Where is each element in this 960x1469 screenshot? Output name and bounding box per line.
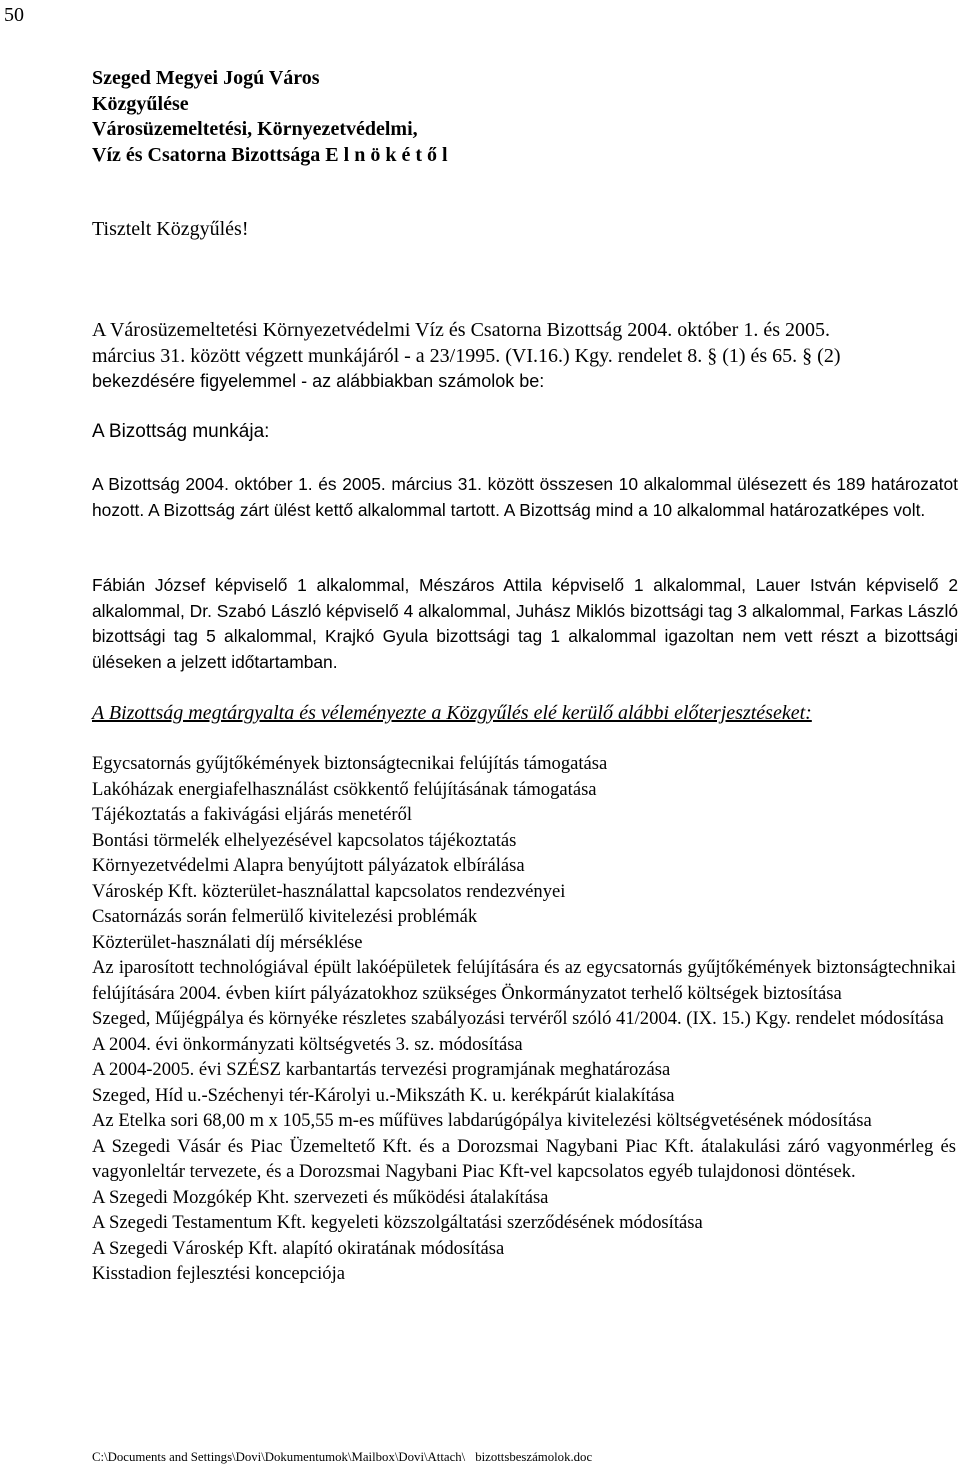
agenda-item: Bontási törmelék elhelyezésével kapcsolatos tájékoztatás [92,829,517,851]
agenda-item: Kisstadion fejlesztési koncepciója [92,1263,346,1284]
agenda-item: Az iparosított technológiával épült lakóépületek felújítására és az egycsatornás gyűjtőkémények biztonságtechnikai felújítására 2004. évben kiírt pályázatokhoz szükséges Önkormányzatot terhelő költségek biztosítása [92,957,956,1004]
agenda-item: Tájékoztatás a fakivágási eljárás menetéről [92,804,413,825]
agenda-item: A Szegedi Mozgókép Kht. szervezeti és működési átalakítása [92,1186,549,1208]
agenda-item: Egycsatornás gyűjtőkémények biztonságtecnikai felújítás támogatása [92,753,608,774]
intro-line-2: március 31. között végzett munkájáról - a 23/1995. (VI.16.) Kgy. rendelet 8. § (1) és 65. § (2) [92,344,841,367]
agenda-item: A Szegedi Testamentum Kft. kegyeleti közszolgáltatási szerződésének módosítása [92,1212,703,1233]
agenda-heading: A Bizottság megtárgyalta és véleményezte a Közgyűlés elé kerülő alábbi előterjesztéseket: [92,702,812,724]
agenda-item: Az Etelka sori 68,00 m x 105,55 m-es műfüves labdarúgópálya kivitelezési költségvetésének módosítása [92,1110,872,1131]
agenda-item: Csatornázás során felmerülő kivitelezési problémák [92,906,478,927]
absences-paragraph: Fábián József képviselő 1 alkalommal, Mészáros Attila képviselő 1 alkalommal, Lauer István képviselő 2 alkalommal, Dr. Szabó László képviselő 4 alkalommal, Juhász Miklós bizottsági tag 3 alkalommal, Farkas László bizottsági tag 5 alkalommal, Krajkó Gyula bizottsági tag 1 alkalommal igazoltan nem vett részt a bizottsági üléseken a jelzett időtartamban. [92,575,958,672]
agenda-item: Közterület-használati díj mérséklése [92,931,363,953]
footer-path: C:\Documents and Settings\Dovi\Dokumentumok\Mailbox\Dovi\Attach\ [92,1450,466,1464]
committee-work-paragraph: A Bizottság 2004. október 1. és 2005. március 31. között összesen 10 alkalommal ülésezett és 189 határozatot hozott. A Bizottság zárt ülést kettő alkalommal tartott. A Bizottság mind a 10 alkalommal határozatképes volt. [92,474,958,520]
document-header [92,66,448,168]
agenda-item: Környezetvédelmi Alapra benyújtott pályázatok elbírálása [92,855,525,876]
agenda-item: A 2004. évi önkormányzati költségvetés 3. sz. módosítása [92,1033,523,1055]
intro-paragraph [92,318,960,395]
intro-line-1: A Városüzemeltetési Környezetvédelmi Víz és Csatorna Bizottság 2004. október 1. és 2005. [92,319,830,341]
header-line-city: Szeged Megyei Jogú Város [92,67,320,89]
agenda-list [92,751,956,1287]
header-line-committee-1: Városüzemeltetési, Környezetvédelmi, [92,118,418,140]
agenda-item: A 2004-2005. évi SZÉSZ karbantartás tervezési programjának meghatározása [92,1059,671,1080]
header-line-committee-2: Víz és Csatorna Bizottsága E l n ö k é t ő l [92,143,448,166]
agenda-item: Szeged, Műjégpálya és környéke részletes szabályozási tervéről szóló 41/2004. (IX. 15.) Kgy. rendelet módosítása [92,1008,944,1029]
agenda-item: A Szegedi Vásár és Piac Üzemeltető Kft. és a Dorozsmai Nagybani Piac Kft. átalakulási záró vagyonmérleg és vagyonleltár tervezete, és a Dorozsmai Nagybani Piac Kft-vel kapcsolatos egyéb tulajdonosi döntések. [92,1135,956,1182]
agenda-item: Lakóházak energiafelhasználást csökkentő felújításának támogatása [92,778,597,800]
salutation: Tisztelt Közgyűlés! [92,218,249,240]
footer-filename: bizottsbeszámolok.doc [475,1450,593,1464]
intro-line-3: bekezdésére figyelemmel - az alábbiakban számolok be: [92,371,545,391]
document-footer [92,1449,592,1465]
agenda-item: Szeged, Híd u.-Széchenyi tér-Károlyi u.-Mikszáth K. u. kerékpárút kialakítása [92,1084,675,1106]
header-line-assembly: Közgyűlése [92,92,189,115]
agenda-item: A Szegedi Városkép Kft. alapító okiratának módosítása [92,1237,505,1259]
agenda-item: Városkép Kft. közterület-használattal kapcsolatos rendezvényei [92,880,566,902]
section-heading: A Bizottság munkája: [92,421,270,442]
page-number: 50 [4,4,24,26]
